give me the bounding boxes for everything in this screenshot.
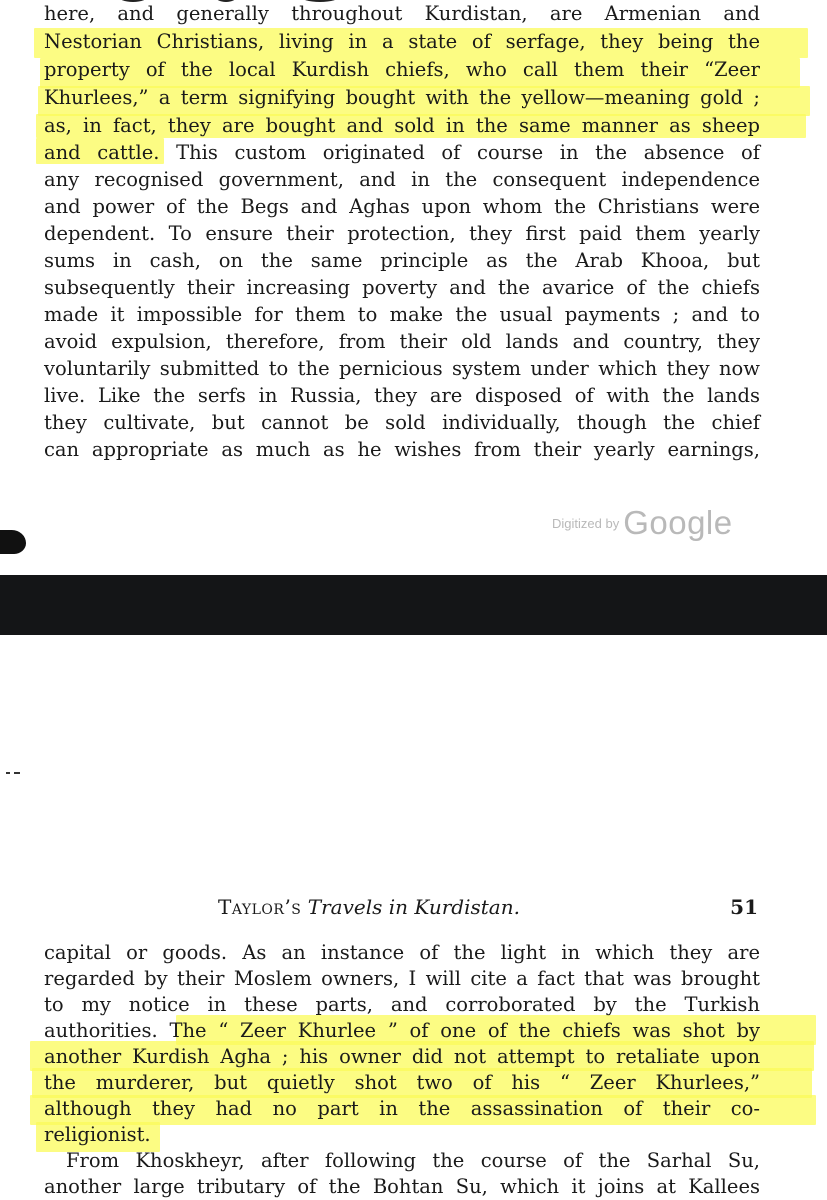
text-line: another Kurdish Agha ; his owner did not attempt to retaliate upon — [44, 1045, 760, 1068]
text-line: any recognised government, and in the consequent independence — [44, 168, 760, 191]
text-line: regarded by their Moslem owners, I will cite a fact that was brought — [44, 967, 760, 990]
page-number: 51 — [730, 895, 758, 919]
scan-speck — [14, 772, 20, 774]
screenshot-divider — [0, 575, 827, 635]
scan-speck — [6, 772, 10, 774]
text-line: Nestorian Christians, living in a state of serfage, they being the — [44, 30, 760, 53]
top-page-scan — [0, 0, 827, 575]
digitized-watermark — [552, 504, 733, 542]
text-line: avoid expulsion, therefore, from their old lands and country, they — [44, 330, 760, 353]
text-line: Khurlees,” a term signifying bought with the yellow—meaning gold ; — [44, 86, 760, 109]
running-header — [218, 892, 758, 922]
text-line: From Khoskheyr, after following the course of the Sarhal Su, — [66, 1149, 760, 1172]
text-line: and power of the Begs and Aghas upon whom the Christians were — [44, 195, 760, 218]
bottom-page-scan — [0, 635, 827, 1200]
text-line: although they had no part in the assassination of their co- — [44, 1097, 760, 1120]
text-line: property of the local Kurdish chiefs, who call them their “Zeer — [44, 58, 760, 81]
text-line: can appropriate as much as he wishes from their yearly earnings, — [44, 438, 760, 461]
text-line: and cattle. This custom originated of course in the absence of — [44, 141, 760, 164]
text-line: made it impossible for them to make the usual payments ; and to — [44, 303, 760, 326]
text-line: religionist. — [44, 1123, 151, 1146]
text-line: live. Like the serfs in Russia, they are disposed of with the lands — [44, 384, 760, 407]
header-author: Taylor’s — [218, 895, 302, 919]
text-line: here, and generally throughout Kurdistan, are Armenian and — [44, 2, 760, 25]
text-line: as, in fact, they are bought and sold in the same manner as sheep — [44, 114, 760, 137]
text-line: sums in cash, on the same principle as the Arab Khooa, but — [44, 249, 760, 272]
text-line: voluntarily submitted to the pernicious system under which they now — [44, 357, 760, 380]
text-line: they cultivate, but cannot be sold individually, though the chief — [44, 411, 760, 434]
watermark-prefix: Digitized by — [552, 515, 620, 531]
text-line: authorities. The “ Zeer Khurlee ” of one of the chiefs was shot by — [44, 1019, 760, 1042]
header-title: Travels in Kurdistan. — [307, 895, 520, 919]
text-line: the murderer, but quietly shot two of his “ Zeer Khurlees,” — [44, 1071, 760, 1094]
scan-edge-blot — [0, 530, 26, 554]
text-line: capital or goods. As an instance of the light in which they are — [44, 941, 760, 964]
text-line: dependent. To ensure their protection, they first paid them yearly — [44, 222, 760, 245]
text-line: subsequently their increasing poverty and the avarice of the chiefs — [44, 276, 760, 299]
text-line: another large tributary of the Bohtan Su, which it joins at Kallees — [44, 1175, 760, 1198]
google-logo: Google — [623, 504, 733, 541]
text-line: to my notice in these parts, and corroborated by the Turkish — [44, 993, 760, 1016]
